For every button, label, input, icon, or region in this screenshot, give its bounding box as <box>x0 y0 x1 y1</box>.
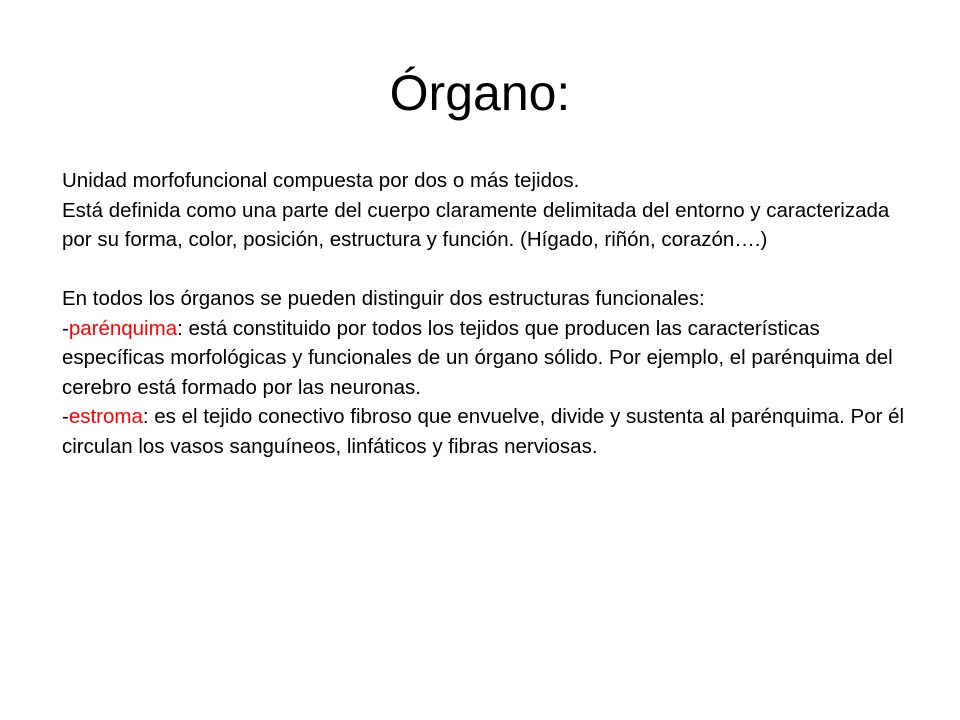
definition-parenquima: : está constituido por todos los tejidos que producen las características específicas morfológicas y funcionales de un órgano sólido. Por ejemplo, el parénquima del cerebro está formado por las neuronas. <box>62 316 893 399</box>
structure-item-prefix: - <box>62 405 69 428</box>
slide-title: Órgano: <box>389 65 571 121</box>
definition-estroma: : es el tejido conectivo fibroso que envuelve, divide y sustenta al parénquima. Por él circulan los vasos sanguíneos, linfáticos y fibras nerviosas. <box>62 405 905 458</box>
intro-line-2: Está definida como una parte del cuerpo claramente delimitada del entorno y caracterizada por su forma, color, posición, estructura y función. (Hígado, riñón, corazón….) <box>62 198 890 251</box>
intro-line-1: Unidad morfofuncional compuesta por dos o más tejidos. <box>62 169 580 192</box>
paragraph-gap <box>62 255 922 285</box>
term-parenquima: parénquima <box>68 316 178 340</box>
slide-body <box>62 166 922 461</box>
term-estroma: estroma <box>68 405 143 428</box>
structure-item-estroma <box>62 402 922 461</box>
structures-lead: En todos los órganos se pueden distinguir dos estructuras funcionales: <box>62 287 705 310</box>
structure-item-parenquima <box>62 314 922 403</box>
structure-item-prefix: - <box>62 316 69 340</box>
